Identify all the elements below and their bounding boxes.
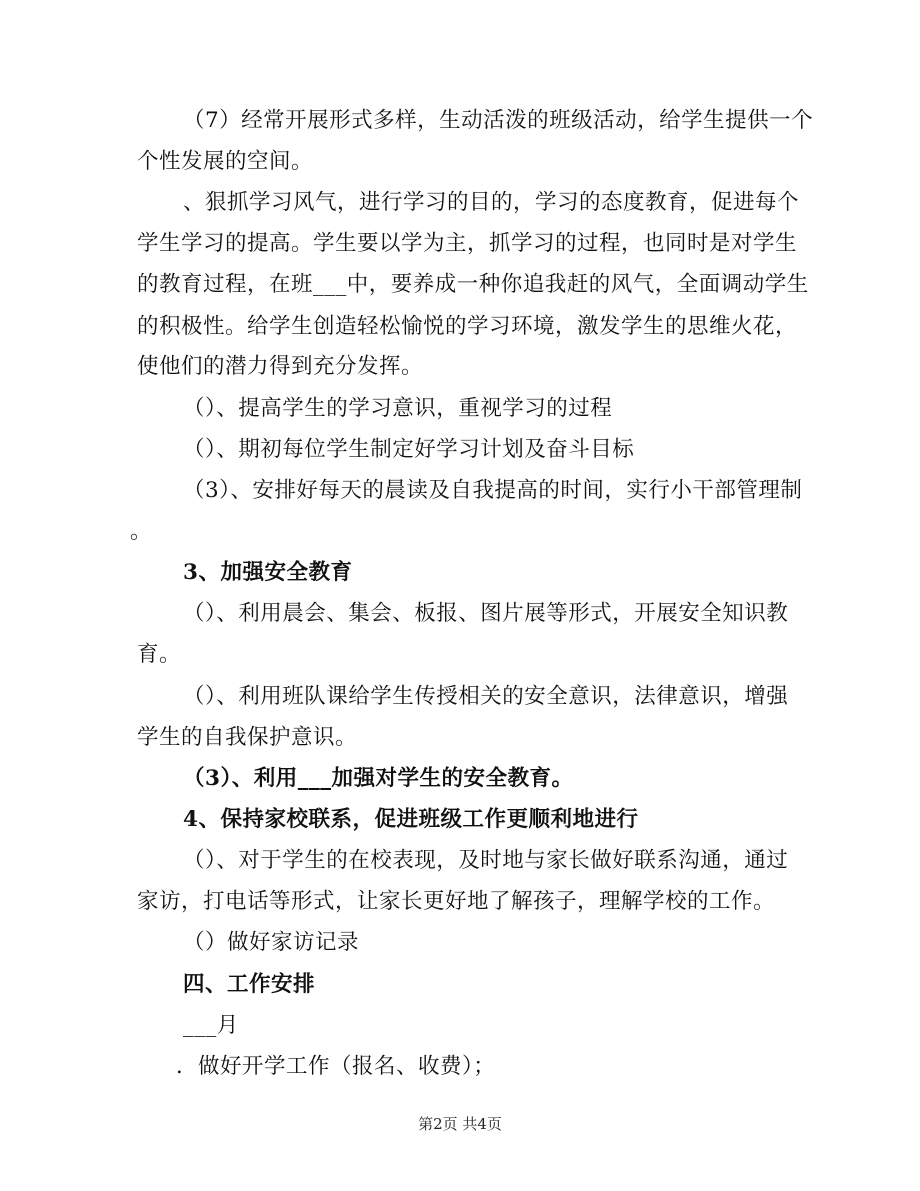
section-heading: 4、保持家校联系，促进班级工作更顺利地进行: [183, 807, 639, 832]
paragraph-line: （3）、安排好每天的晨读及自我提高的时间，实行小干部管理制: [183, 478, 803, 503]
paragraph-line: 。: [130, 519, 153, 544]
bold-paragraph-line: （3）、利用___加强对学生的安全教育。: [183, 766, 574, 791]
paragraph-line: ．做好开学工作（报名、收费）；: [176, 1054, 496, 1079]
page-number-footer: 第2页 共4页: [418, 1115, 502, 1133]
paragraph-line: （）、利用晨会、集会、板报、图片展等形式，开展安全知识教: [183, 601, 789, 626]
paragraph-line: 、狠抓学习风气，进行学习的目的，学习的态度教育，促进每个: [183, 190, 800, 215]
section-heading: 四、工作安排: [183, 972, 316, 997]
paragraph-line: 个性发展的空间。: [137, 149, 314, 174]
paragraph-line: 学生的自我保护意识。: [137, 725, 358, 750]
paragraph-line: （）、提高学生的学习意识，重视学习的过程: [183, 396, 613, 421]
paragraph-line: （7）经常开展形式多样，生动活泼的班级活动，给学生提供一个: [183, 108, 814, 133]
paragraph-line: （）、期初每位学生制定好学习计划及奋斗目标: [183, 437, 635, 462]
paragraph-line: 的积极性。给学生创造轻松愉悦的学习环境，激发学生的思维火花，: [137, 314, 798, 339]
paragraph-line: 家访，打电话等形式，让家长更好地了解孩子，理解学校的工作。: [137, 889, 776, 914]
paragraph-line: 学生学习的提高。学生要以学为主，抓学习的过程，也同时是对学生: [137, 231, 798, 256]
paragraph-line: 的教育过程，在班___中，要养成一种你追我赶的风气，全面调动学生: [137, 272, 809, 297]
paragraph-line: （）、利用班队课给学生传授相关的安全意识，法律意识，增强: [183, 684, 789, 709]
paragraph-line: 育。: [137, 642, 182, 667]
paragraph-line: 使他们的潜力得到充分发挥。: [137, 354, 424, 379]
paragraph-line: （）、对于学生的在校表现，及时地与家长做好联系沟通，通过: [183, 848, 789, 873]
section-heading: 3、加强安全教育: [183, 560, 353, 585]
paragraph-line: ___月: [183, 1013, 239, 1038]
paragraph-line: （）做好家访记录: [183, 930, 360, 955]
